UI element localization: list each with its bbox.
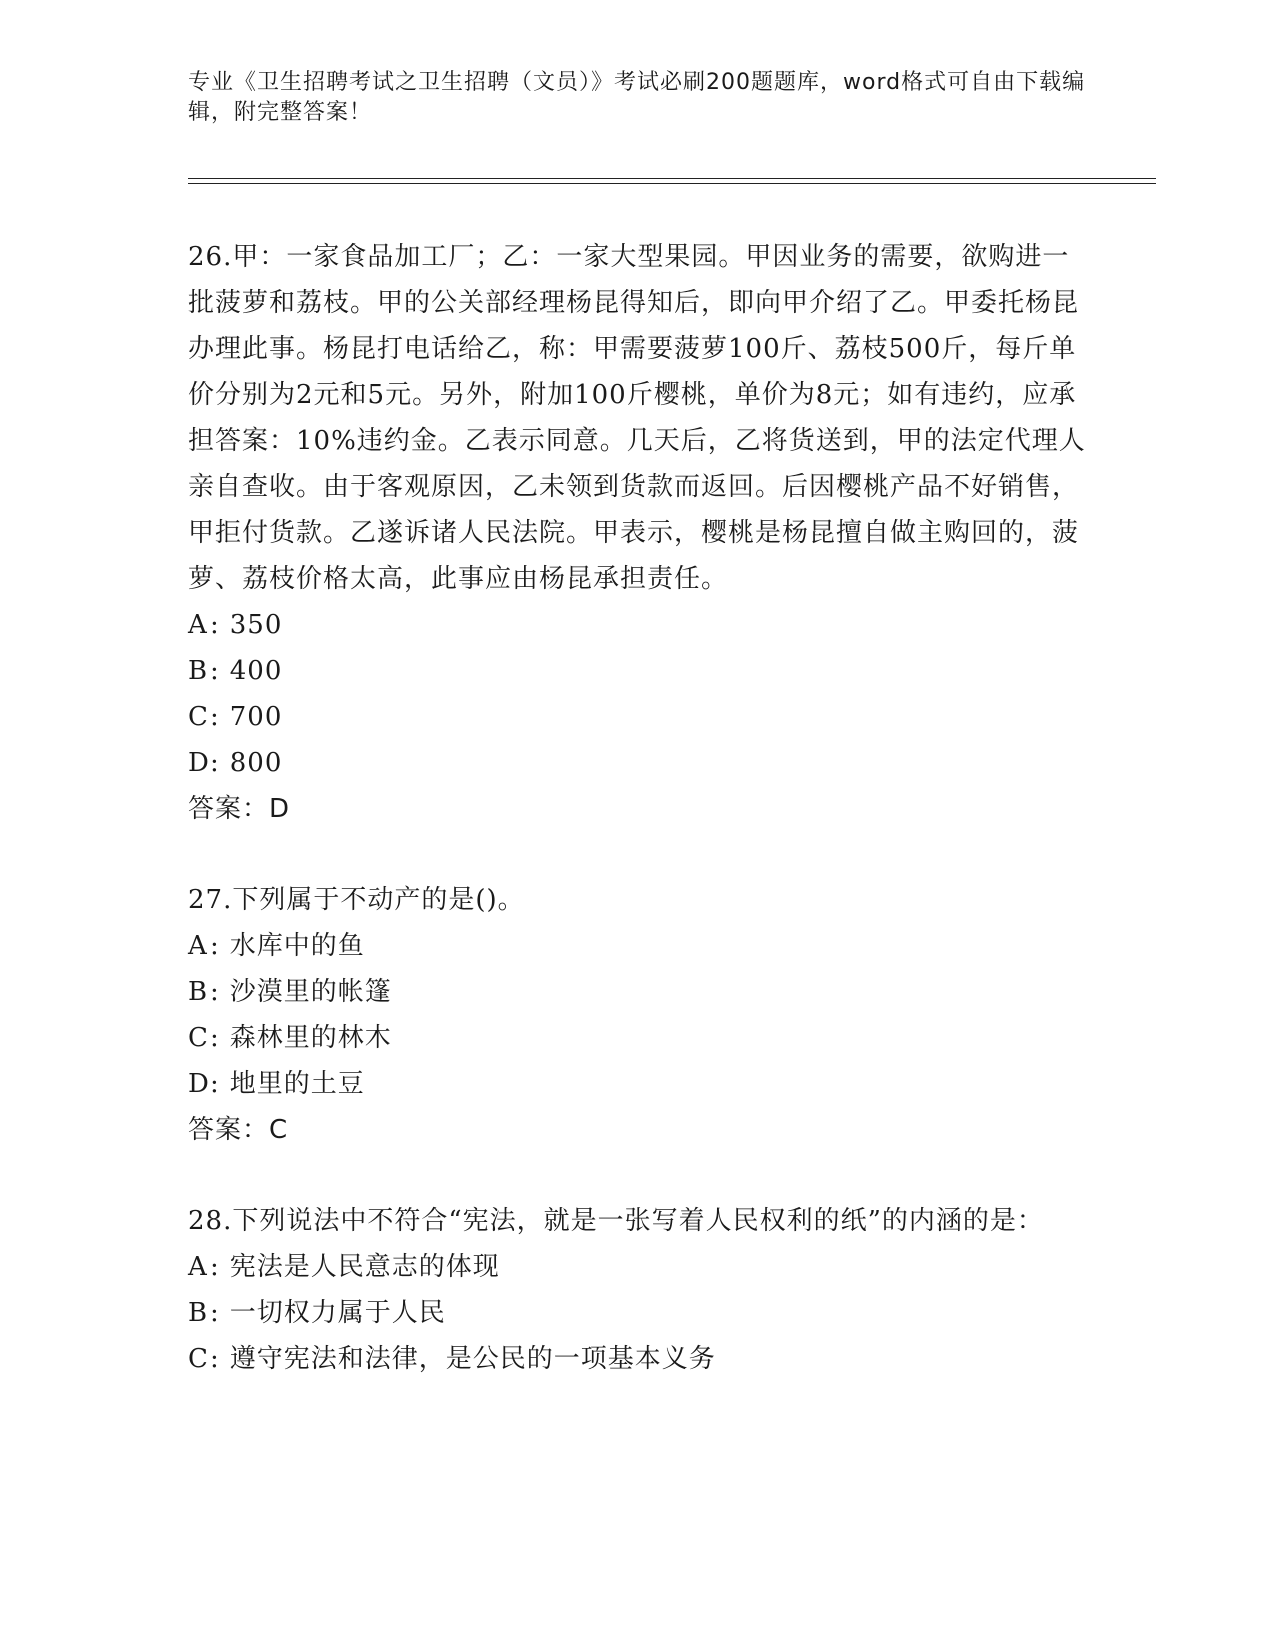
header-divider-top [188,178,1156,179]
option-letter: C [188,1023,209,1053]
question-list [188,234,1088,1427]
question-26 [188,234,1088,832]
option-c [188,1336,1088,1382]
option-separator: : [210,610,220,640]
option-text: 400 [229,656,283,686]
option-text: 森林里的林木 [229,1023,392,1053]
option-b [188,1290,1088,1336]
option-letter: D [188,1069,210,1099]
option-separator: : [210,1298,220,1328]
option-d [188,740,1088,786]
option-text: 宪法是人民意志的体现 [229,1252,500,1282]
option-letter: A [188,610,208,640]
option-text: 800 [229,748,283,778]
document-header [188,68,1088,128]
header-divider-bottom [188,183,1156,184]
option-letter: C [188,702,209,732]
question-27 [188,877,1088,1153]
option-separator: : [210,748,220,778]
option-a [188,923,1088,969]
question-stem: 26.甲：一家食品加工厂；乙：一家大型果园。甲因业务的需要，欲购进一批菠萝和荔枝。甲的公关部经理杨昆得知后，即向甲介绍了乙。甲委托杨昆办理此事。杨昆打电话给乙，称：甲需要菠萝100斤、荔枝500斤，每斤单价分别为2元和5元。另外，附加100斤樱桃，单价为8元；如有违约，应承担答案：10%违约金。乙表示同意。几天后，乙将货送到，甲的法定代理人亲自查收。由于客观原因，乙未领到货款而返回。后因樱桃产品不好销售，甲拒付货款。乙遂诉诸人民法院。甲表示，樱桃是杨昆擅自做主购回的，菠萝、荔枝价格太高，此事应由杨昆承担责任。 [188,242,1086,594]
option-text: 水库中的鱼 [229,931,365,961]
option-separator: : [210,1344,220,1374]
option-separator: : [210,1069,220,1099]
option-text: 地里的土豆 [229,1069,365,1099]
option-b [188,969,1088,1015]
answer-line: 答案：C [188,1115,289,1145]
option-text: 350 [229,610,283,640]
option-text: 700 [229,702,283,732]
answer-line: 答案：D [188,794,291,824]
option-letter: A [188,1252,208,1282]
option-letter: B [188,977,209,1007]
option-separator: : [210,1252,220,1282]
header-title: 专业《卫生招聘考试之卫生招聘（文员）》考试必刷200题题库，word格式可自由下载编辑，附完整答案！ [188,70,1086,125]
option-letter: C [188,1344,209,1374]
question-28 [188,1198,1088,1382]
question-stem: 27.下列属于不动产的是()。 [188,885,525,915]
option-letter: D [188,748,210,778]
option-separator: : [210,931,220,961]
option-a [188,1244,1088,1290]
option-letter: B [188,656,209,686]
option-text: 遵守宪法和法律，是公民的一项基本义务 [229,1344,716,1374]
option-a [188,602,1088,648]
option-letter: A [188,931,208,961]
option-d [188,1061,1088,1107]
option-c [188,694,1088,740]
option-text: 一切权力属于人民 [229,1298,446,1328]
option-separator: : [210,977,220,1007]
option-separator: : [210,656,220,686]
option-separator: : [210,1023,220,1053]
option-text: 沙漠里的帐篷 [229,977,392,1007]
option-c [188,1015,1088,1061]
option-b [188,648,1088,694]
option-separator: : [210,702,220,732]
option-letter: B [188,1298,209,1328]
question-stem: 28.下列说法中不符合“宪法，就是一张写着人民权利的纸”的内涵的是： [188,1206,1044,1236]
